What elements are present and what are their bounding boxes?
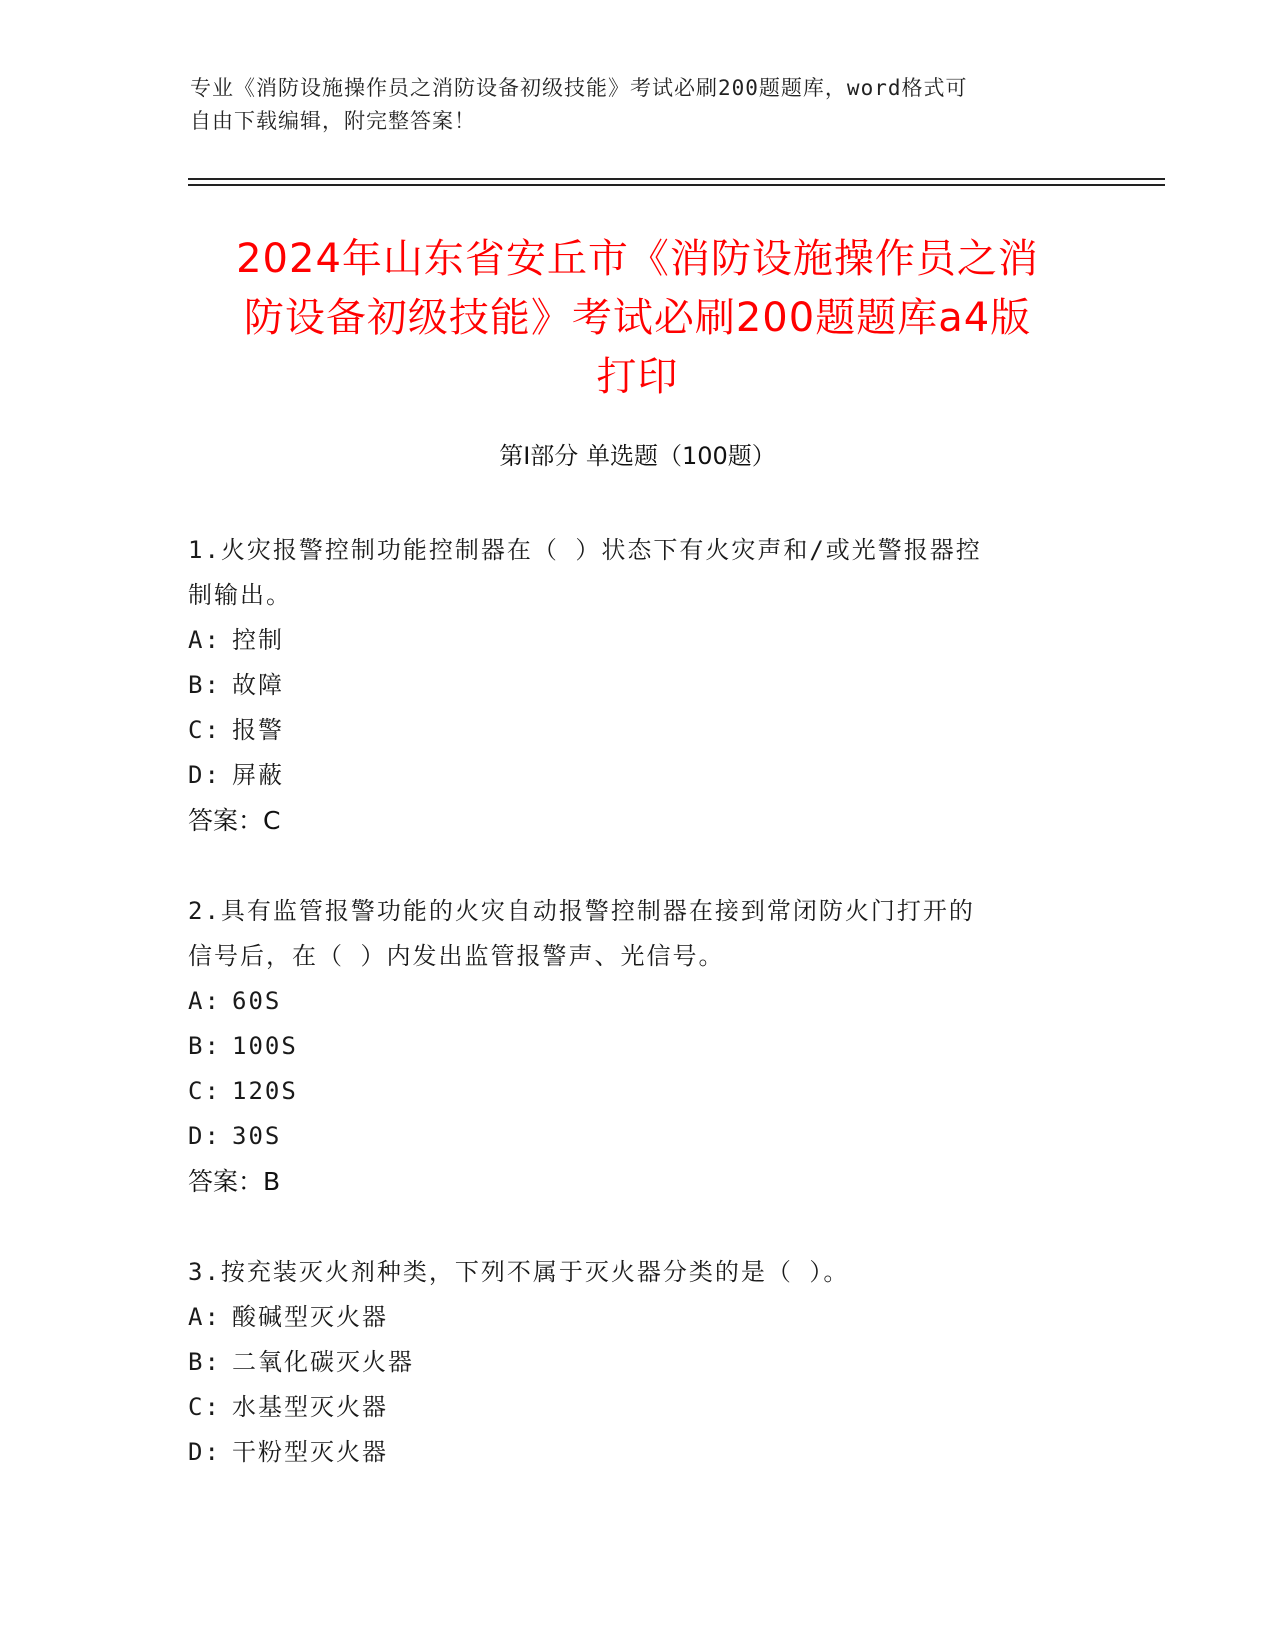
option-text: 120S — [232, 1077, 298, 1105]
option-d — [188, 1430, 1088, 1475]
option-label: D: — [188, 761, 221, 789]
question-stem: 制输出。 — [188, 581, 292, 609]
title-line: 防设备初级技能》考试必刷200题题库a4版 — [243, 295, 1032, 341]
question-stem: 3.按充装灭火剂种类，下列不属于灭火器分类的是（ ）。 — [188, 1258, 850, 1286]
option-label: A: — [188, 626, 221, 654]
document-title — [170, 230, 1105, 407]
option-label: B: — [188, 1032, 221, 1060]
answer: 答案：B — [188, 1167, 281, 1196]
option-text: 30S — [232, 1122, 282, 1150]
option-label: A: — [188, 987, 221, 1015]
option-label: B: — [188, 1348, 221, 1376]
title-line: 2024年山东省安丘市《消防设施操作员之消 — [236, 236, 1039, 282]
option-text: 报警 — [232, 716, 284, 744]
option-text: 100S — [232, 1032, 298, 1060]
title-line: 打印 — [596, 354, 679, 400]
option-label: B: — [188, 671, 221, 699]
answer: 答案：C — [188, 806, 281, 835]
option-b — [188, 1024, 1088, 1069]
question-1 — [188, 528, 1088, 843]
option-c — [188, 708, 1088, 753]
option-c — [188, 1385, 1088, 1430]
question-2 — [188, 889, 1088, 1204]
option-a — [188, 979, 1088, 1024]
question-3 — [188, 1250, 1088, 1475]
option-text: 故障 — [232, 671, 284, 699]
option-b — [188, 663, 1088, 708]
option-c — [188, 1069, 1088, 1114]
option-label: D: — [188, 1122, 221, 1150]
option-b — [188, 1340, 1088, 1385]
section-heading: 第Ⅰ部分 单选题（100题） — [499, 442, 776, 470]
header-divider-bottom — [188, 184, 1165, 186]
header-divider-top — [188, 178, 1165, 180]
intro-text — [190, 72, 1090, 138]
option-label: A: — [188, 1303, 221, 1331]
option-text: 干粉型灭火器 — [232, 1438, 388, 1466]
question-list — [188, 528, 1088, 1521]
option-a — [188, 1295, 1088, 1340]
intro-line: 自由下载编辑，附完整答案！ — [190, 109, 476, 133]
question-stem: 1.火灾报警控制功能控制器在（ ）状态下有火灾声和/或光警报器控 — [188, 536, 982, 564]
option-text: 酸碱型灭火器 — [232, 1303, 388, 1331]
option-text: 60S — [232, 987, 282, 1015]
option-text: 二氧化碳灭火器 — [232, 1348, 414, 1376]
question-stem: 2.具有监管报警功能的火灾自动报警控制器在接到常闭防火门打开的 — [188, 897, 975, 925]
option-text: 屏蔽 — [232, 761, 284, 789]
option-label: D: — [188, 1438, 221, 1466]
option-label: C: — [188, 716, 221, 744]
option-label: C: — [188, 1077, 221, 1105]
option-label: C: — [188, 1393, 221, 1421]
question-stem: 信号后，在（ ）内发出监管报警声、光信号。 — [188, 942, 725, 970]
intro-line: 专业《消防设施操作员之消防设备初级技能》考试必刷200题题库，word格式可 — [190, 76, 968, 100]
option-text: 水基型灭火器 — [232, 1393, 388, 1421]
option-d — [188, 1114, 1088, 1159]
option-a — [188, 618, 1088, 663]
option-d — [188, 753, 1088, 798]
option-text: 控制 — [232, 626, 284, 654]
